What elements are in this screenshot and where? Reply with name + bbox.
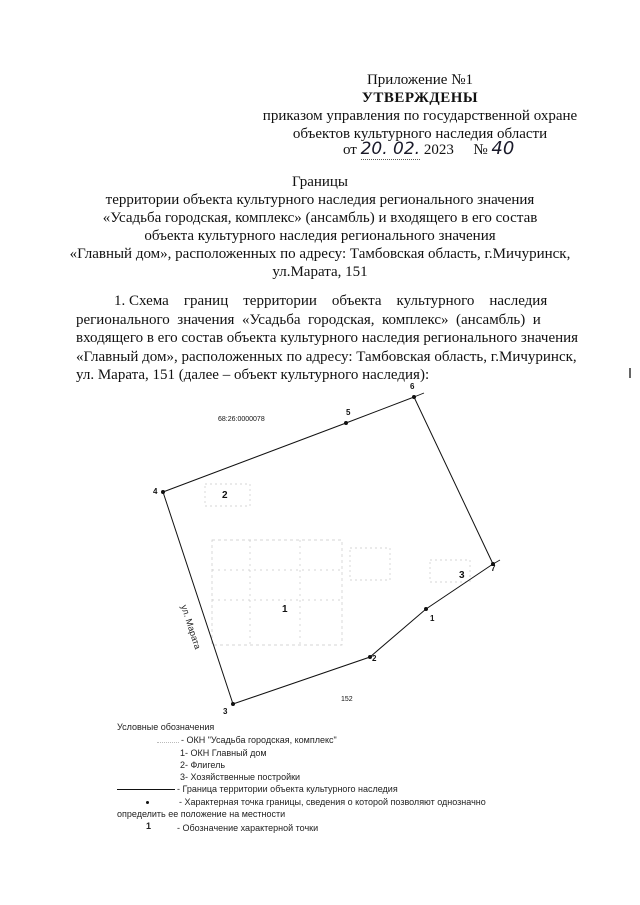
- date-prefix: от: [343, 142, 357, 158]
- territory-boundary: [163, 397, 493, 704]
- order-line-2: объектов культурного наследия области: [292, 126, 548, 142]
- order-line-1: приказом управления по государственной охране: [262, 108, 578, 124]
- number-sign: №: [473, 142, 488, 158]
- handwritten-date: 20. 02.: [360, 139, 421, 159]
- scan-mark: [629, 368, 631, 378]
- point-label-4: 4: [153, 487, 158, 496]
- legend-item-boundary: - Граница территории объекта культурного наследия: [177, 784, 398, 794]
- legend: [117, 722, 597, 842]
- order-date-number: [343, 138, 514, 159]
- legend-boundary-swatch: [117, 789, 175, 790]
- handwritten-number: 40: [491, 138, 515, 159]
- legend-item-characteristic-point: - Характерная точка границы, сведения о которой позволяют однозначно: [179, 797, 486, 807]
- street-name: ул. Марата: [179, 603, 203, 651]
- legend-item-wing: 2- Флигель: [180, 760, 226, 770]
- point-label-1: 1: [430, 614, 435, 623]
- title-line-6: ул.Марата, 151: [272, 264, 368, 280]
- building-label-1: 1: [282, 604, 288, 615]
- paragraph-line-2: регионального значения «Усадьба городская, комплекс» (ансамбль) и: [76, 311, 541, 328]
- title-line-5: «Главный дом», расположенных по адресу: Тамбовская область, г.Мичуринск,: [69, 246, 571, 262]
- plot-number: 152: [341, 696, 353, 703]
- paragraph-line-3: входящего в его состав объекта культурного наследия регионального значения: [76, 330, 579, 346]
- cadastral-number: 68:26:0000078: [218, 416, 265, 423]
- body-paragraph: [76, 292, 588, 385]
- legend-item-main-house: 1- ОКН Главный дом: [180, 748, 267, 758]
- title-line-2: территории объекта культурного наследия регионального значения: [105, 192, 535, 208]
- legend-item-outbuildings: 3- Хозяйственные постройки: [180, 772, 301, 782]
- title-line-3: «Усадьба городская, комплекс» (ансамбль) и входящего в его состав: [102, 210, 538, 226]
- point-label-2: 2: [372, 654, 377, 663]
- legend-item-okn: - ОКН "Усадьба городская, комплекс": [181, 735, 337, 745]
- building-label-2: 2: [222, 490, 228, 501]
- title-line-1: Границы: [291, 174, 349, 190]
- point-label-6: 6: [410, 382, 415, 391]
- building-label-3: 3: [459, 570, 465, 581]
- legend-item-characteristic-point-cont: определить ее положение на местности: [117, 809, 286, 819]
- point-label-5: 5: [346, 408, 351, 417]
- point-label-3: 3: [223, 707, 228, 716]
- paragraph-line-1: 1. Схема границ территории объекта культурного наследия: [114, 293, 548, 309]
- legend-point-swatch: [146, 801, 149, 804]
- paragraph-line-4: «Главный дом», расположенных по адресу: Тамбовская область, г.Мичуринск,: [76, 348, 577, 365]
- legend-title: Условные обозначения: [117, 722, 215, 732]
- title-line-4: объекта культурного наследия регионального значения: [144, 228, 496, 244]
- point-label-7: 7: [491, 564, 496, 573]
- boundary-map: [0, 380, 640, 720]
- order-year: 2023: [423, 142, 454, 158]
- boundary-points: [161, 395, 495, 706]
- approved-label: УТВЕРЖДЕНЫ: [361, 90, 479, 106]
- legend-item-point-designation: - Обозначение характерной точки: [177, 823, 319, 833]
- legend-okn-swatch: [157, 742, 179, 744]
- paragraph-line-5: ул. Марата, 151 (далее – объект культурного наследия):: [76, 367, 430, 383]
- appendix-label: Приложение №1: [366, 72, 474, 88]
- legend-point-number-symbol: 1: [146, 821, 152, 831]
